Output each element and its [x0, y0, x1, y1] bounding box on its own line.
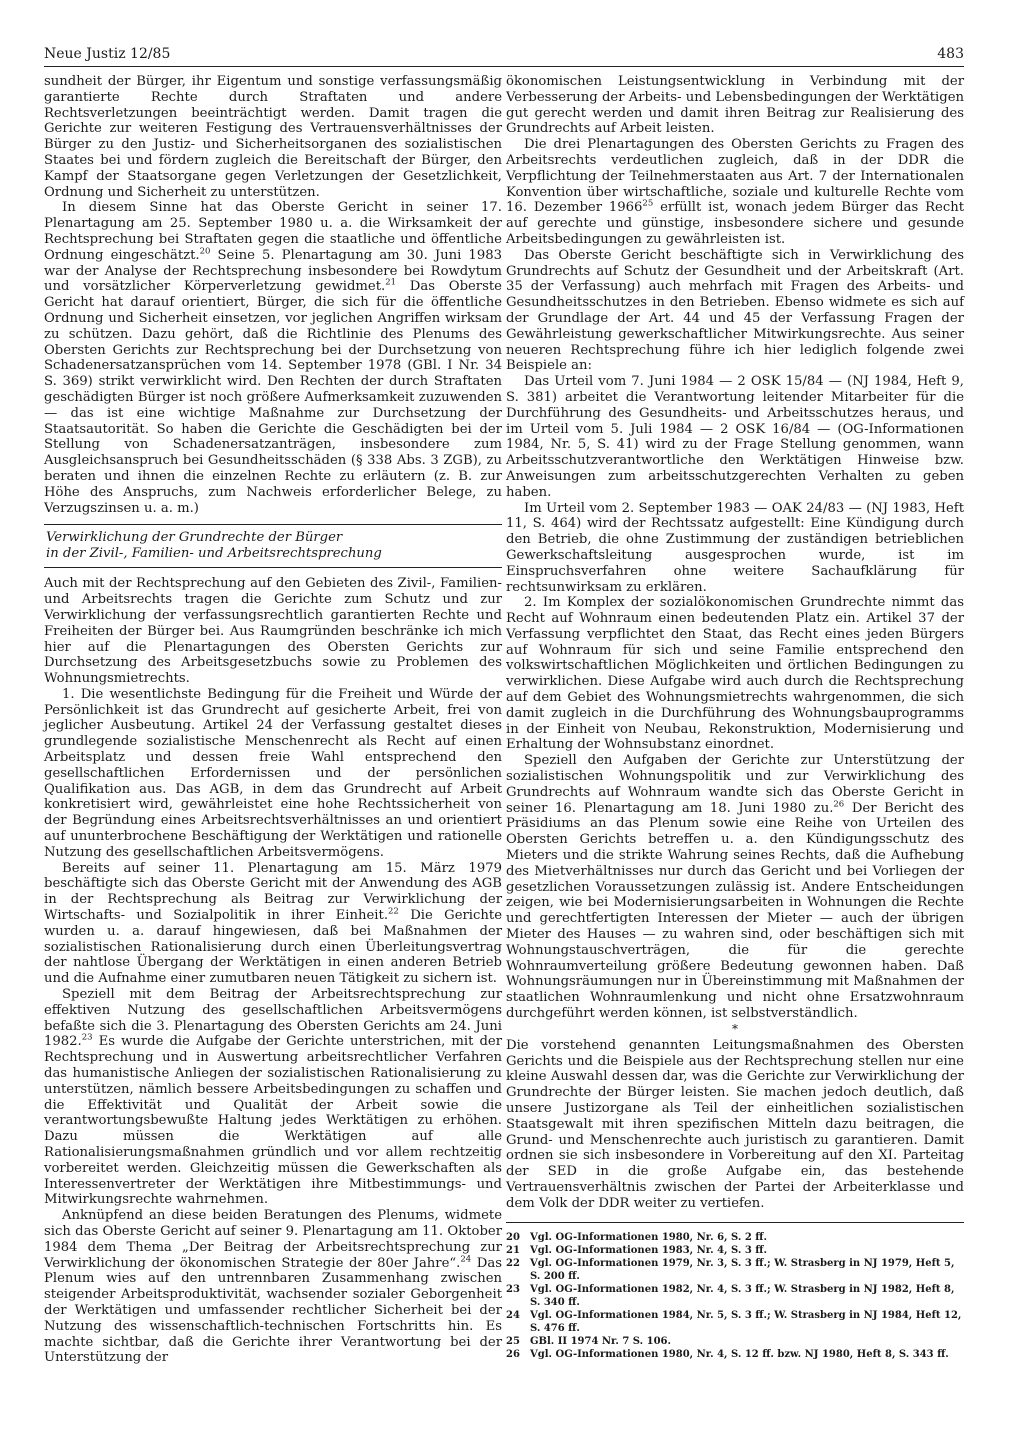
text-run: Speziell mit dem Beitrag der Arbeitsrechtsprechung zur effektiven Nutzung des gesellschaftlichen Arbeitsvermögens befaßte sich die 3. Plenartagung des Obersten Gerichts am 24. Juni 1982. — [44, 987, 502, 1050]
paragraph: Auch mit der Rechtsprechung auf den Gebieten des Zivil-, Familien- und Arbeitsrechts tragen die Gerichte zum Schutz und zur Verwirklichung der verfassungsrechtlich garantierten Rechte und Freiheiten der Bürger bei. Aus Raumgründen beschränke ich mich hier auf die Plenartagungen des Obersten Gerichts zur Durchsetzung des Arbeitsgesetzbuchs sowie zu Problemen des Wohnungsmietrechts. — [44, 576, 502, 687]
paragraph: 1. Die wesentlichste Bedingung für die Freiheit und Würde der Persönlichkeit ist das Grundrecht auf gesicherte Arbeit, frei von jeglicher Ausbeutung. Artikel 24 der Verfassung gestaltet dieses grundlegende sozialistische Menschenrecht als Recht auf einen Arbeitsplatz und dessen freie Wahl entsprechend den gesellschaftlichen Erfordernissen und der persönlichen Qualifikation aus. Das AGB, in dem das Grundrecht auf Arbeit konkretisiert wird, gewährleistet eine hohe Rechtssicherheit von der Begründung eines Arbeitsrechtsverhältnisses an und orientiert auf ununterbrochene Beschäftigung der Werktätigen und rationelle Nutzung des gesellschaftlichen Arbeitsvermögens. — [44, 686, 502, 860]
footnote-number: 25 — [506, 1335, 520, 1347]
footnote-number: 26 — [506, 1348, 520, 1360]
text-run: erfüllt ist, wonach jedem Bürger das Recht auf gerechte und günstige, insbesondere sichere und gesunde Arbeitsbedingungen zu gewährleisten ist. — [506, 200, 964, 247]
footnote — [506, 1244, 964, 1257]
footnote-ref: 26 — [833, 799, 845, 810]
footnote — [506, 1283, 964, 1309]
paragraph — [44, 1208, 502, 1366]
running-header — [44, 44, 964, 67]
text-run: Bereits auf seiner 11. Plenartagung am 15. März 1979 beschäftigte sich das Oberste Gericht mit der Anwendung des AGB in der Rechtsprechung als Beitrag zur Verwirklichung der Wirtschafts- und Sozialpolitik in ihrer Einheit. — [44, 860, 502, 924]
journal-title: Neue Justiz 12/85 — [44, 46, 171, 62]
paragraph: 2. Im Komplex der sozialökonomischen Grundrechte nimmt das Recht auf Wohnraum einen bedeutenden Platz ein. Artikel 37 der Verfassung verpflichtet den Staat, das Recht eines jeden Bürgers auf Wohnraum für sich und seine Familie entsprechend den volkswirtschaftlichen Möglichkeiten und örtlichen Bedingungen zu verwirklichen. Diese Aufgabe wird auch durch die Rechtsprechung auf dem Gebiet des Wohnungsmietrechts wahrgenommen, die sich damit zugleich in die Durchführung des Wohnungsbauprogramms in der Einheit von Neubau, Rekonstruktion, Modernisierung und Erhaltung der Wohnsubstanz einordnet. — [506, 595, 964, 753]
footnote-text: Vgl. OG-Informationen 1982, Nr. 4, S. 3 ff.; W. Strasberg in NJ 1982, Heft 8, S. 340 ff. — [530, 1283, 955, 1308]
paragraph: Im Urteil vom 2. September 1983 — OAK 24/83 — (NJ 1983, Heft 11, S. 464) wird der Rechtssatz aufgestellt: Eine Kündigung durch den Betrieb, die ohne Zustimmung der zuständigen betrieblichen Gewerkschaftsleitung ausgesprochen wurde, ist im Einspruchsverfahren ohne weitere Sachaufklärung für rechtsunwirksam zu erklären. — [506, 500, 964, 595]
text-run: In diesem Sinne hat das Oberste Gericht in seiner 17. Plenartagung am 25. September 1980 u. a. die Wirksamkeit der Rechtsprechung bei Straftaten gegen die staatliche und öffentliche Ordnung eingeschätzt. — [44, 200, 502, 263]
paragraph: ökonomischen Leistungsentwicklung in Verbindung mit der Verbesserung der Arbeits- und Lebensbedingungen der Werktätigen gut gerecht werden und damit ihren Beitrag zur Realisierung des Grundrechts auf Arbeit leisten. — [506, 74, 964, 137]
paragraph — [506, 753, 964, 1022]
paragraph — [506, 137, 964, 248]
footnote-ref: 20 — [199, 246, 211, 257]
text-run: Der Bericht des Präsidiums an das Plenum sowie eine Reihe von Urteilen des Obersten Gerichts betreffen u. a. den Kündigungsschutz des Mieters und die strikte Wahrung seines Rechts, daß die Aufhebung des Mietverhältnisses nur durch das Gericht und bei Vorliegen der gesetzlichen Voraussetzungen zulässig ist. Andere Entscheidungen zeigen, wie bei Modernisierungsarbeiten in Wohnungen die Rechte und gerechtfertigten Interessen der Mieter — auch der übrigen Mieter des Hauses — zu wahren sind, oder beschäftigen sich mit Wohnungstauschverträgen, die für die gerechte Wohnraumverteilung größere Bedeutung gewonnen haben. Daß Wohnungsräumungen nur in Übereinstimmung mit Maßnahmen der staatlichen Wohnraumlenkung und nicht ohne Ersatzwohnraum durchgeführt werden können, ist selbstverständlich. — [506, 800, 964, 1022]
footnote-ref: 23 — [81, 1033, 93, 1044]
left-column — [44, 74, 502, 1366]
footnote — [506, 1309, 964, 1335]
footnote-text: Vgl. OG-Informationen 1979, Nr. 3, S. 3 ff.; W. Strasberg in NJ 1979, Heft 5, S. 200 ff. — [530, 1257, 955, 1282]
footnote-number: 21 — [506, 1244, 520, 1256]
paragraph — [44, 861, 502, 987]
footnote-ref: 24 — [460, 1254, 472, 1265]
paragraph — [44, 987, 502, 1208]
section-separator-asterisk: * — [732, 1021, 738, 1036]
page-number: 483 — [937, 46, 964, 62]
text-run: Anknüpfend an diese beiden Beratungen des Plenums, widmete sich das Oberste Gericht auf seiner 9. Plenartagung am 11. Oktober 1984 dem Thema „Der Beitrag der Arbeitsrechtsprechung zur Verwirklichung der ökonomischen Strategie der 80er Jahre“. — [44, 1208, 502, 1271]
paragraph: Das Urteil vom 7. Juni 1984 — 2 OSK 15/84 — (NJ 1984, Heft 9, S. 381) arbeitet die Verantwortung leitender Mitarbeiter für die Durchführung des Gesundheits- und Arbeitsschutzes heraus, und im Urteil vom 5. Juli 1984 — 2 OSK 16/84 — (OG-Informationen 1984, Nr. 5, S. 41) wird zu der Frage Stellung genommen, wann Arbeitsschutzverantwortliche den Werktätigen Hinweise bzw. Anweisungen zum arbeitsschutzgerechten Verhalten zu geben haben. — [506, 374, 964, 500]
footnote — [506, 1257, 964, 1283]
text-run: Die Gerichte wurden u. a. darauf hingewiesen, daß bei Maßnahmen der sozialistischen Rationalisierung durch einen Überleitungsvertrag der nahtlose Übergang der Werktätigen in einen anderen Betrieb und die Aufnahme einer zumutbaren neuen Tätigkeit zu sichern ist. — [44, 908, 503, 987]
footnote-ref: 25 — [642, 198, 654, 209]
footnote-text: Vgl. OG-Informationen 1984, Nr. 5, S. 3 ff.; W. Strasberg in NJ 1984, Heft 12, S. 476 ff. — [530, 1309, 962, 1334]
footnote-text: Vgl. OG-Informationen 1980, Nr. 4, S. 12 ff. bzw. NJ 1980, Heft 8, S. 343 ff. — [530, 1348, 949, 1360]
section-heading-line: in der Zivil-, Familien- und Arbeitsrechtsprechung — [46, 546, 382, 562]
footnotes — [506, 1222, 964, 1361]
footnote-text: Vgl. OG-Informationen 1983, Nr. 4, S. 3 ff. — [530, 1244, 767, 1256]
footnote-number: 24 — [506, 1309, 520, 1321]
text-run: Die drei Plenartagungen des Obersten Gerichts zu Fragen des Arbeitsrechts verdeutlichen zugleich, daß in der DDR die Verpflichtung der Teilnehmerstaaten aus Art. 7 der Internationalen Konvention über wirtschaftliche, soziale und kulturelle Rechte vom 16. Dezember 1966 — [506, 137, 964, 216]
text-run: Seine 5. Plenartagung am 30. Juni 1983 war der Analyse der Rechtsprechung insbesondere bei Rowdytum und vorsätzlicher Körperverletzung gewidmet. — [44, 247, 502, 295]
right-column — [506, 74, 964, 1361]
footnote — [506, 1335, 964, 1348]
text-run: Das Oberste Gericht hat darauf orientiert, Bürger, die sich für die öffentliche Ordnung und Sicherheit einsetzen, vor jeglichen Angriffen wirksam zu schützen. Dazu gehört, daß die Richtlinie des Plenums des Obersten Gerichts zur Rechtsprechung bei der Durchsetzung von Schadenersatzansprüchen vom 14. September 1978 (GBl. I Nr. 34 S. 369) strikt verwirklicht wird. Den Rechten der durch Straftaten geschädigten Bürger ist noch größere Aufmerksamkeit zuzuwenden — das ist eine wichtige Maßnahme zur Durchsetzung der Staatsautorität. So haben die Gerichte die Geschädigten bei der Stellung von Schadenersatzanträgen, insbesondere zum Ausgleichsanspruch bei Gesundheitsschäden (§ 338 Abs. 3 ZGB), zu beraten und ihnen die einzelnen Rechte zu erläutern (z. B. zur Höhe des Anspruchs, zum Nachweis erforderlicher Belege, zu Verzugszinsen u. a. m.) — [44, 279, 502, 516]
paragraph — [44, 200, 502, 516]
section-heading — [44, 524, 502, 568]
text-run: Das Plenum wies auf den untrennbaren Zusammenhang zwischen steigender Arbeitsproduktivität, wachsender sozialer Geborgenheit der Werktätigen und umfassender rechtlicher Sicherheit bei der Nutzung des wissenschaftlich-technischen Fortschritts hin. Es machte sichtbar, daß die Gerichte ihrer Verantwortung bei der Unterstützung der — [44, 1255, 503, 1366]
text-run: Speziell den Aufgaben der Gerichte zur Unterstützung der sozialistischen Wohnungspolitik und zur Verwirklichung des Grundrechts auf Wohnraum wandte sich das Oberste Gericht in seiner 16. Plenartagung am 18. Juni 1980 zu. — [506, 753, 964, 816]
footnote-number: 20 — [506, 1231, 520, 1243]
text-run: Es wurde die Aufgabe der Gerichte unterstrichen, mit der Rechtsprechung und in Auswertung arbeitsrechtlicher Verfahren das humanistische Anliegen der sozialistischen Rationalisierung zu unterstützen, nämlich bessere Arbeitsbedingungen zu schaffen und die Effektivität und Qualität der Arbeit sowie die verantwortungsbewußte Haltung jedes Werktätigen zu erhöhen. Dazu müssen die Werktätigen auf alle Rationalisierungsmaßnahmen gründlich und vor allem rechtzeitig vorbereitet werden. Gleichzeitig müssen die Gewerkschaften als Interessenvertreter der Werktätigen ihre Mitbestimmungs- und Mitwirkungsrechte wahrnehmen. — [44, 1034, 502, 1208]
footnote-number: 22 — [506, 1257, 520, 1269]
footnote-ref: 21 — [385, 277, 397, 288]
footnote — [506, 1348, 964, 1361]
footnote-ref: 22 — [388, 906, 399, 917]
paragraph: Die vorstehend genannten Leitungsmaßnahmen des Obersten Gerichts und die Beispiele aus der Rechtsprechung stellen nur eine kleine Auswahl dessen dar, was die Gerichte zur Verwirklichung der Grundrechte der Bürger leisten. Sie machen jedoch deutlich, daß unsere Justizorgane als Teil der einheitlichen sozialistischen Staatsgewalt mit ihren spezifischen Mitteln dazu beitragen, die Grund- und Menschenrechte auch juristisch zu garantieren. Damit ordnen sie sich insbesondere in Vorbereitung auf den XI. Parteitag der SED in die große Aufgabe ein, das bestehende Vertrauensverhältnis zwischen der Partei der Arbeiterklasse und dem Volk der DDR weiter zu vertiefen. — [506, 1037, 964, 1211]
paragraph: Das Oberste Gericht beschäftigte sich in Verwirklichung des Grundrechts auf Schutz der Gesundheit und der Arbeitskraft (Art. 35 der Verfassung) auch mehrfach mit Fragen des Arbeits- und Gesundheitsschutzes in den Betrieben. Ebenso widmete es sich auf der Grundlage der Art. 44 und 45 der Verfassung Fragen der Gewährleistung gewerkschaftlicher Mitwirkungsrechte. Aus seiner neueren Rechtsprechung führe ich hier lediglich folgende zwei Beispiele an: — [506, 247, 964, 374]
footnote — [506, 1231, 964, 1244]
footnote-number: 23 — [506, 1283, 520, 1295]
footnote-text: Vgl. OG-Informationen 1980, Nr. 6, S. 2 ff. — [530, 1231, 767, 1243]
paragraph: sundheit der Bürger, ihr Eigentum und sonstige verfassungsmäßig garantierte Rechte durch Straftaten und andere Rechtsverletzungen beeinträchtigt werden. Damit tragen die Gerichte zur weiteren Festigung des Vertrauensverhältnisses der Bürger zu den Justiz- und Sicherheitsorganen des sozialistischen Staates bei und fördern zugleich die Bereitschaft der Bürger, den Kampf der Staatsorgane gegen Verletzungen der Gesetzlichkeit, Ordnung und Sicherheit zu unterstützen. — [44, 74, 502, 200]
footnote-text: GBl. II 1974 Nr. 7 S. 106. — [530, 1335, 671, 1347]
section-heading-line: Verwirklichung der Grundrechte der Bürger — [46, 530, 343, 546]
